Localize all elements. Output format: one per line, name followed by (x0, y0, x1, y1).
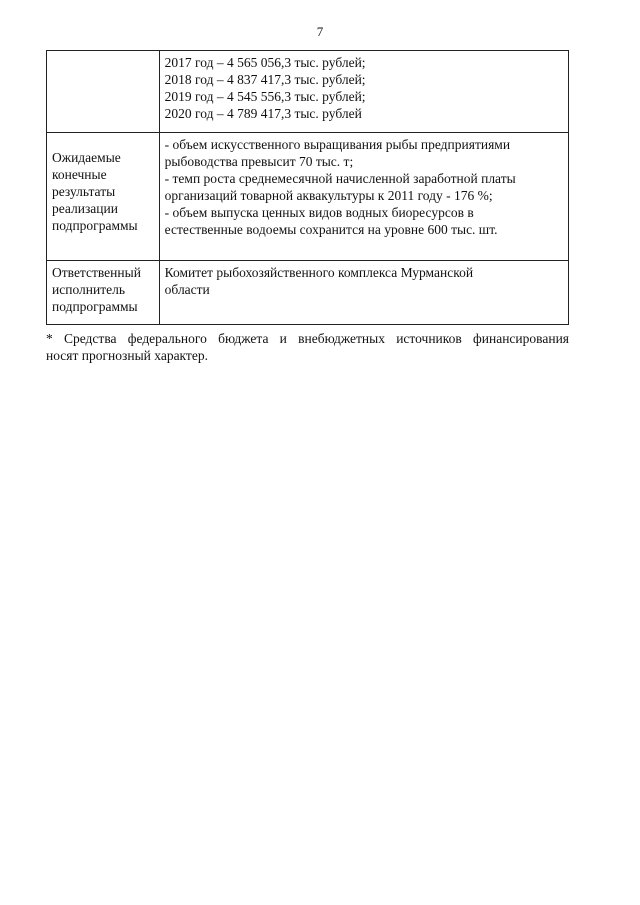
label-line: реализации (52, 201, 118, 216)
expected-results-label (47, 133, 160, 261)
result-line: - объем выпуска ценных видов водных биоресурсов в (164, 205, 474, 220)
table-row-expected-results (47, 133, 569, 261)
label-line: результаты (52, 184, 116, 199)
responsible-executor-value (159, 261, 568, 325)
executor-line: Комитет рыбохозяйственного комплекса Мурманской (164, 265, 474, 280)
result-line: рыбоводства превысит 70 тыс. т; (164, 154, 354, 169)
financing-year-2017: 2017 год – 4 565 056,3 тыс. рублей; (164, 55, 366, 70)
financing-value-cell (159, 51, 568, 133)
result-line: естественные водоемы сохранится на уровне 600 тыс. шт. (164, 222, 498, 237)
label-line: конечные (52, 167, 107, 182)
result-line: - объем искусственного выращивания рыбы предприятиями (164, 137, 511, 152)
expected-results-value (159, 133, 568, 261)
result-line: организаций товарной аквакультуры к 2011 году - 176 %; (164, 188, 493, 203)
label-line: исполнитель (52, 282, 125, 297)
financing-year-2020: 2020 год – 4 789 417,3 тыс. рублей (164, 106, 362, 121)
financing-year-2018: 2018 год – 4 837 417,3 тыс. рублей; (164, 72, 366, 87)
executor-line: области (164, 282, 210, 297)
page-number: 7 (316, 24, 324, 39)
table-row-responsible-executor (47, 261, 569, 325)
footnote (46, 330, 569, 364)
label-line: подпрограммы (52, 218, 138, 233)
label-line: Ответственный (52, 265, 141, 280)
result-line: - темп роста среднемесячной начисленной заработной платы (164, 171, 516, 186)
subprogram-passport-table (46, 50, 569, 325)
label-line: подпрограммы (52, 299, 138, 314)
footnote-line-2: носят прогнозный характер. (46, 348, 208, 363)
table-row-financing (47, 51, 569, 133)
label-line: Ожидаемые (52, 150, 121, 165)
responsible-executor-label (47, 261, 160, 325)
footnote-line-1: * Средства федерального бюджета и внебюджетных источников финансирования (46, 331, 569, 346)
financing-label-cell (47, 51, 160, 133)
financing-year-2019: 2019 год – 4 545 556,3 тыс. рублей; (164, 89, 366, 104)
